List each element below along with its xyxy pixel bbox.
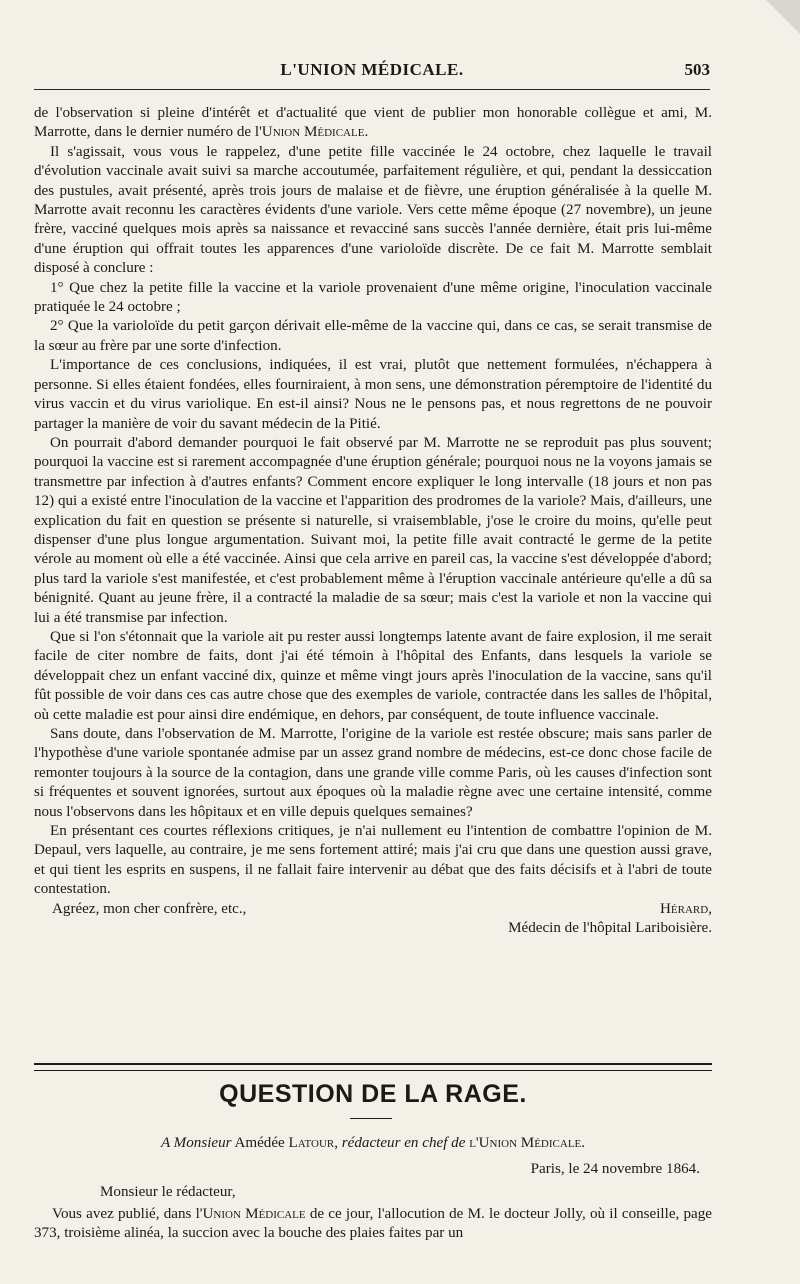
letter-text-rest: de ce jour, l'allocution de M. le docteur Jolly, où il conseille, page 373, troisième alinéa, la succion avec la bouche des plaies faites par un xyxy=(34,1206,713,1242)
dedication-line xyxy=(34,1134,712,1153)
running-title: L'UNION MÉDICALE. xyxy=(280,60,464,79)
page-header xyxy=(34,58,710,86)
author-signature: Hérard, xyxy=(660,900,712,917)
author-role: Médecin de l'hôpital Lariboisière. xyxy=(508,920,712,937)
paragraph-4: On pourrait d'abord demander pourquoi le fait observé par M. Marrotte ne se reproduit pas plus souvent; pourquoi la vaccine est si rarement accompagnée d'une éruption générale; pourquoi nous ne la voyons jamais se transmettre par infection à d'autres enfants? Comment encore expliquer le long intervalle (18 jours et non pas 12) qui a existé entre l'inoculation de la vaccine et l'apparition des prodromes de la variole? Mais, d'ailleurs, une explication du fait en question se présente si naturelle, si vraisemblable, j'ose le croire du moins, qu'elle peut dispenser d'une plus longue argumentation. Suivant moi, la petite fille avait contracté le germe de la petite vérole au moment où elle a été vaccinée. Ainsi que cela arrive en pareil cas, la vaccine s'est développée d'abord; plus tard la variole s'est manifestée, et c'est probablement même à l'éruption vaccinale antérieure qu'elle a dû sa bénignité. Quant au jeune frère, il a contracté la maladie de sa sœur; mais c'est la variole et non la vaccine qui lui a été transmise par infection. xyxy=(34,434,712,626)
paragraph-3: L'importance de ces conclusions, indiquées, il est vrai, plutôt que nettement formulées, n'échappera à personne. Si elles étaient fondées, elles fourniraient, à mon sens, une démonstration péremptoire de l'identité du virus vaccin et du virus variolique. En est-il ainsi? Nous ne le pensons pas, et nous regrettons de ne pouvoir partager la manière de voir du savant médecin de la Pitié. xyxy=(34,357,712,432)
paragraph-7: En présentant ces courtes réflexions critiques, je n'ai nullement eu l'intention de combattre l'opinion de M. Depaul, vers laquelle, au contraire, je me sens fortement attiré; mais j'ai cru que dans une question aussi grave, et qui tient les esprits en suspens, il ne fallait faire intervenir au débat que des faits décisifs et à l'abri de toute contestation. xyxy=(34,823,712,898)
conclusion-2: 2° Que la varioloïde du petit garçon dérivait elle-même de la vaccine qui, dans ce cas, se serait transmise de la sœur au frère par une sorte d'infection. xyxy=(34,318,712,354)
dedication-name: Amédée xyxy=(231,1135,289,1151)
dedication-journal: l'Union Médicale xyxy=(469,1135,582,1151)
paragraph-1-end: . xyxy=(364,124,369,141)
page-number: 503 xyxy=(684,60,710,79)
paragraph-6: Sans doute, dans l'observation de M. Marrotte, l'origine de la variole est restée obscure; mais sans parler de l'hypothèse d'une variole spontanée admise par un assez grand nombre de médecins, est-ce donc chose facile de remonter toujours à la source de la contagion, dans une grande ville comme Paris, où les causes d'infection sont si fréquentes et souvent ignorées, surtout aux époques où la maladie règne avec une certaine intensité, comme nous l'observons dans les hôpitaux et en ville depuis quelques semaines? xyxy=(34,726,712,820)
section-title: QUESTION DE LA RAGE. xyxy=(219,1080,527,1108)
article-body xyxy=(34,104,712,938)
paragraph-1 xyxy=(34,104,712,143)
letter-journal-name: Union Médicale xyxy=(202,1206,306,1222)
letter-text-start: Vous avez publié, dans l' xyxy=(52,1206,203,1222)
letter-paragraph xyxy=(34,1205,712,1244)
dedication-end: . xyxy=(581,1135,586,1151)
page-corner-fold xyxy=(766,0,800,34)
paragraph-2: Il s'agissait, vous vous le rappelez, d'une petite fille vaccinée le 24 octobre, chez laquelle le travail d'évolution vaccinale avait suivi sa marche accoutumée, parfaitement régulière, et qui, pendant la dessiccation des pustules, avait présenté, après trois jours de malaise et de fièvre, une éruption généralisée à la quelle M. Marrotte avait reconnu les caractères évidents d'une variole. Vers cette même époque (27 novembre), un jeune frère, vacciné quelques mois après sa naissance et revacciné sans succès l'année dernière, était pris lui-même d'une éruption qui offrait toutes les apparences d'une varioloïde discrète. De ce fait M. Marrotte semblait disposé à conclure : xyxy=(34,143,712,277)
letter-body xyxy=(34,1205,712,1244)
letter-salutation: Monsieur le rédacteur, xyxy=(100,1184,236,1200)
closing-formula: Agréez, mon cher confrère, etc., xyxy=(52,900,247,917)
dedication-address: A Monsieur xyxy=(160,1135,232,1151)
header-rule xyxy=(34,89,710,90)
closing-line xyxy=(34,900,712,919)
paragraph-5: Que si l'on s'étonnait que la variole ait pu rester aussi longtemps latente avant de faire explosion, il me serait facile de citer nombre de faits, dont j'ai été témoin à l'hôpital des Enfants, dans lesquels la variole se développait chez un enfant vacciné dix, quinze et même vingt jours après l'inoculation de la vaccine, sans qu'il fût possible de voir dans ces cas autre chose que des exemples de variole, contractée dans les salles de l'hôpital, où cette maladie est pour ainsi dire endémique, en dehors, par conséquent, de toute influence vaccinale. xyxy=(34,628,712,723)
dedication-surname: Latour xyxy=(288,1135,335,1151)
section-separator xyxy=(34,1063,712,1071)
title-rule xyxy=(350,1118,392,1119)
paragraph-1-text: de l'observation si pleine d'intérêt et d'actualité que vient de publier mon honorable collègue et ami, M. Marrotte, dans le dernier numéro de l' xyxy=(34,105,712,141)
letter-place-date: Paris, le 24 novembre 1864. xyxy=(530,1161,700,1177)
conclusion-1: 1° Que chez la petite fille la vaccine et la variole provenaient d'une même origine, l'inoculation vaccinale pratiquée le 24 octobre ; xyxy=(34,279,712,316)
journal-name: Union Médicale xyxy=(261,124,365,141)
dedication-role: , rédacteur en chef de xyxy=(334,1135,470,1151)
